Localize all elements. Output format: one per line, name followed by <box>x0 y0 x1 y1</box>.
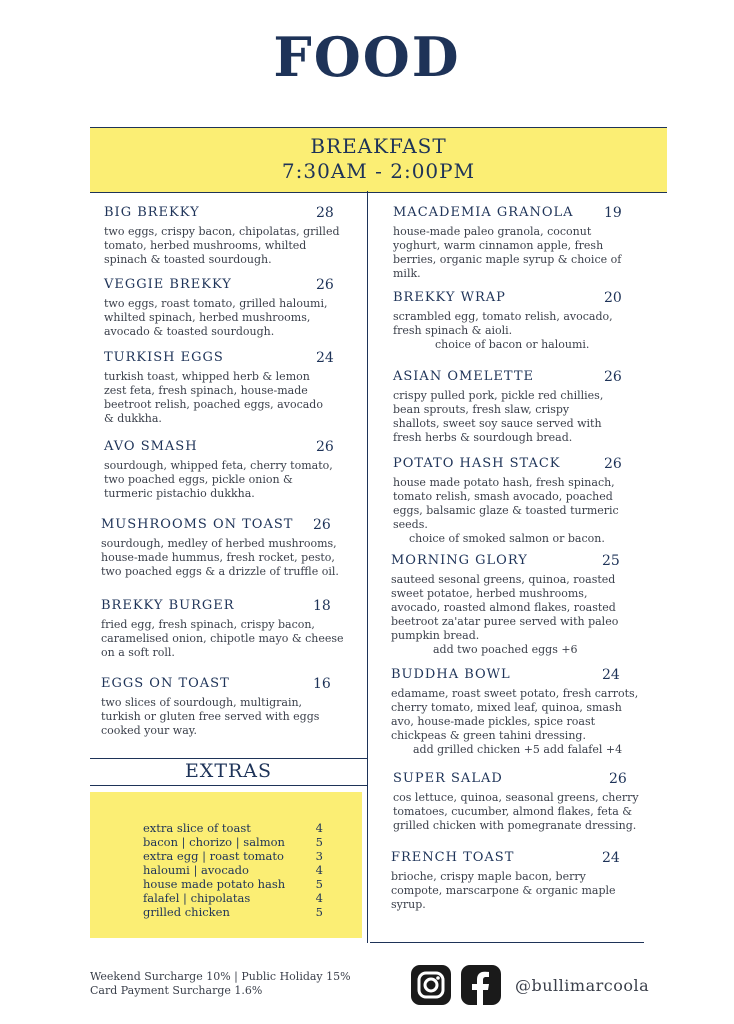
item-description: sourdough, medley of herbed mushrooms, house-made hummus, fresh rocket, pesto, two poached eggs & a drizzle of truffle oil. <box>101 537 339 578</box>
facebook-icon[interactable] <box>461 965 501 1005</box>
item-name: BUDDHA BOWL <box>391 667 511 682</box>
item-name: AVO SMASH <box>104 439 198 454</box>
extra-item <box>143 821 323 835</box>
item-description: fried egg, fresh spinach, crispy bacon, caramelised onion, chipotle mayo & cheese on a soft roll. <box>101 618 344 659</box>
extra-item <box>143 877 323 891</box>
item-price: 26 <box>604 369 622 385</box>
item-description: two eggs, crispy bacon, chipolatas, grilled tomato, herbed mushrooms, whilted spinach & toasted sourdough. <box>104 225 340 266</box>
item-description: two slices of sourdough, multigrain, turkish or gluten free served with eggs cooked your way. <box>101 696 320 737</box>
item-price: 24 <box>316 350 334 366</box>
column-divider <box>367 191 368 943</box>
item-description: crispy pulled pork, pickle red chillies, bean sprouts, fresh slaw, crispy shallots, sweet soy sauce served with fresh herbs & sourdough bread. <box>393 389 604 444</box>
surcharge-notes <box>90 970 351 998</box>
social-handle[interactable]: @bullimarcoola <box>515 976 650 995</box>
item-price: 26 <box>316 439 334 455</box>
extra-name: grilled chicken <box>143 905 230 919</box>
extra-name: haloumi | avocado <box>143 863 249 877</box>
item-name: BREKKY BURGER <box>101 598 235 613</box>
extra-price: 4 <box>315 891 323 905</box>
item-name: FRENCH TOAST <box>391 850 515 865</box>
menu-item <box>104 277 342 339</box>
item-price: 26 <box>316 277 334 293</box>
item-description: two eggs, roast tomato, grilled haloumi, whilted spinach, herbed mushrooms, avocado & toasted sourdough. <box>104 297 328 338</box>
extras-box <box>90 792 362 938</box>
item-price: 24 <box>602 667 620 683</box>
menu-item <box>101 517 353 579</box>
extra-price: 5 <box>315 905 323 919</box>
item-price: 19 <box>604 205 622 221</box>
item-price: 26 <box>313 517 331 533</box>
menu-item <box>391 553 627 657</box>
menu-item <box>393 205 628 281</box>
menu-item <box>393 771 645 833</box>
item-description: scrambled egg, tomato relish, avocado, fresh spinach & aioli. <box>393 310 613 337</box>
item-description: sauteed sesonal greens, quinoa, roasted sweet potatoe, herbed mushrooms, avocado, roasted almond flakes, roasted beetroot za'atar puree served with paleo pumpkin bread. <box>391 573 619 642</box>
item-price: 26 <box>604 456 622 472</box>
extra-item <box>143 849 323 863</box>
page-title: FOOD <box>273 25 461 89</box>
item-note: add two poached eggs +6 <box>433 643 578 656</box>
extra-name: extra slice of toast <box>143 821 251 835</box>
item-description: house-made paleo granola, coconut yoghurt, warm cinnamon apple, fresh berries, organic maple syrup & choice of milk. <box>393 225 622 280</box>
extra-price: 3 <box>315 849 323 863</box>
banner-hours: 7:30AM - 2:00PM <box>281 159 476 183</box>
menu-item <box>104 350 334 426</box>
item-name: BIG BREKKY <box>104 205 200 220</box>
item-description: house made potato hash, fresh spinach, tomato relish, smash avocado, poached eggs, balsamic glaze & toasted turmeric seeds. <box>393 476 619 531</box>
item-price: 25 <box>602 553 620 569</box>
instagram-icon[interactable] <box>411 965 451 1005</box>
extra-name: bacon | chorizo | salmon <box>143 835 285 849</box>
menu-item <box>391 850 631 912</box>
item-description: brioche, crispy maple bacon, berry compote, marscarpone & organic maple syrup. <box>391 870 616 911</box>
extra-price: 5 <box>315 877 323 891</box>
menu-item <box>393 369 622 445</box>
item-name: MUSHROOMS ON TOAST <box>101 517 294 532</box>
extra-name: house made potato hash <box>143 877 286 891</box>
menu-item <box>391 667 643 757</box>
extra-price: 4 <box>315 863 323 877</box>
surcharge-line-2: Card Payment Surcharge 1.6% <box>90 984 263 997</box>
banner-heading: BREAKFAST <box>310 134 447 158</box>
item-price: 28 <box>316 205 334 221</box>
item-name: POTATO HASH STACK <box>393 456 561 471</box>
item-description: sourdough, whipped feta, cherry tomato, two poached eggs, pickle onion & turmeric pistachio dukkha. <box>104 459 333 500</box>
item-description: edamame, roast sweet potato, fresh carrots, cherry tomato, mixed leaf, quinoa, smash avo, house-made pickles, spice roast chickpeas & green tahini dressing. <box>391 687 639 742</box>
extra-item <box>143 835 323 849</box>
item-price: 16 <box>313 676 331 692</box>
item-name: BREKKY WRAP <box>393 290 506 305</box>
extra-item <box>143 905 323 919</box>
extra-item <box>143 891 323 905</box>
extras-divider-top <box>90 758 367 759</box>
item-note: add grilled chicken +5 add falafel +4 <box>413 743 623 756</box>
item-note: choice of smoked salmon or bacon. <box>409 532 605 545</box>
item-name: VEGGIE BREKKY <box>104 277 232 292</box>
surcharge-line-1: Weekend Surcharge 10% | Public Holiday 15% <box>90 970 351 983</box>
extra-price: 4 <box>315 821 323 835</box>
item-description: turkish toast, whipped herb & lemon zest feta, fresh spinach, house-made beetroot relish, poached eggs, avocado & dukkha. <box>104 370 323 425</box>
item-name: MORNING GLORY <box>391 553 528 568</box>
item-price: 20 <box>604 290 622 306</box>
breakfast-banner <box>90 127 667 193</box>
item-note: choice of bacon or haloumi. <box>435 338 590 351</box>
menu-item <box>104 439 344 501</box>
item-name: SUPER SALAD <box>393 771 503 786</box>
item-price: 26 <box>609 771 627 787</box>
item-price: 24 <box>602 850 620 866</box>
extras-heading: EXTRAS <box>184 760 273 782</box>
item-name: TURKISH EGGS <box>104 350 224 365</box>
extras-divider-bottom <box>90 785 367 786</box>
extra-price: 5 <box>315 835 323 849</box>
item-name: MACADEMIA GRANOLA <box>393 205 574 220</box>
item-name: ASIAN OMELETTE <box>393 369 534 384</box>
item-price: 18 <box>313 598 331 614</box>
menu-item <box>104 205 342 267</box>
extra-name: extra egg | roast tomato <box>143 849 284 863</box>
extra-name: falafel | chipolatas <box>143 891 251 905</box>
extra-item <box>143 863 323 877</box>
item-description: cos lettuce, quinoa, seasonal greens, cherry tomatoes, cucumber, almond flakes, feta & grilled chicken with pomegranate dressing. <box>393 791 639 832</box>
right-column-bottom-rule <box>370 942 644 943</box>
item-name: EGGS ON TOAST <box>101 676 230 691</box>
menu-item <box>101 598 357 660</box>
menu-item <box>393 290 628 352</box>
menu-item <box>101 676 331 738</box>
menu-item <box>393 456 634 546</box>
